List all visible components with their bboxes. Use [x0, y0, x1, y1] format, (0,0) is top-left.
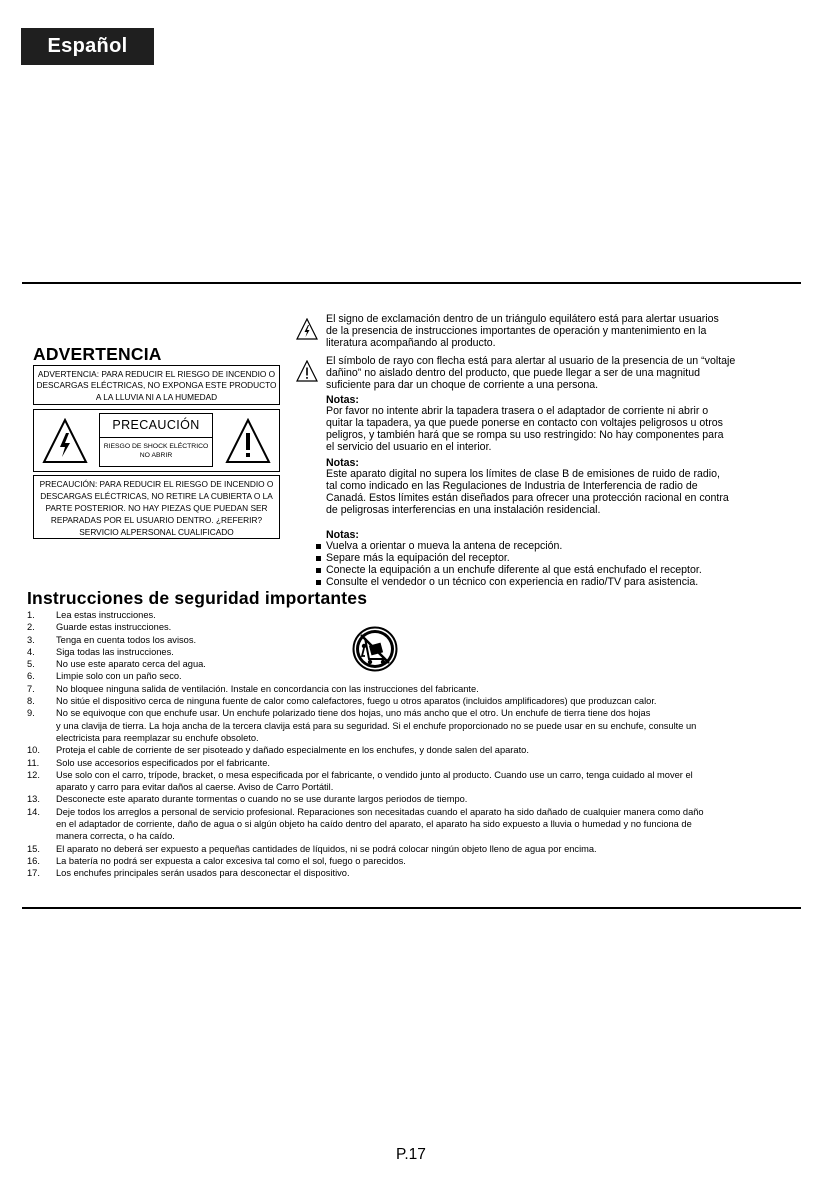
exclamation-symbol-text: El signo de exclamación dentro de un triángulo equilátero está para alertar usuarios de la presencia de instrucciones importantes de operación y mantenimiento en la literatura acompañando al producto. — [326, 313, 719, 349]
notes-bullet-list — [316, 541, 702, 588]
list-item: 10. Proteja el cable de corriente de ser pisoteado y dañado especialmente en los enchufes, y donde salen del aparato. — [27, 745, 529, 756]
lightning-symbol-icon — [296, 318, 318, 340]
list-item: 9. No se equivoque con que enchufe usar. Un enchufe polarizado tiene dos hojas, uno más ancho que el otro. Un enchufe de tierra tiene dos hojas y una clavija de tierra. La hoja ancha de la tercera clavija está para su seguridad. Si el enchufe proporcionado no se puede usar en su enchufe, consulte un electricista para reemplazar su enchufe obsoleto. — [27, 708, 697, 743]
list-item: 4. Siga todas las instrucciones. — [27, 646, 174, 657]
cart-warning-icon — [352, 626, 398, 672]
list-item: 5. No use este aparato cerca del agua. — [27, 659, 206, 670]
list-item: 16. La batería no podrá ser expuesta a calor excesiva tal como el sol, fuego o parecidos. — [27, 855, 406, 866]
notes-text-2: Este aparato digital no supera los límites de clase B de emisiones de ruido de radio, tal como indicado en las Regulaciones de Industria de Interferencia de radio de Canadá. Estos límites están diseñados para ofrecer una protección racional en contra de peligrosas interferencias en una instalación residencial. — [326, 468, 729, 516]
list-item: 15. El aparato no deberá ser expuesto a pequeñas cantidades de líquidos, ni se podrá colocar ningún objeto lleno de agua por encima. — [27, 843, 597, 854]
list-item: 12. Use solo con el carro, trípode, bracket, o mesa especificada por el fabricante, o vendido junto al producto. Cuando use un carro, tenga cuidado al mover el aparato y carro para evitar daños al caerse. Aviso de Carro Portátil. — [27, 769, 693, 793]
bullet-icon — [316, 568, 321, 573]
safety-title: Instrucciones de seguridad importantes — [27, 588, 368, 608]
caution-inner-box — [99, 413, 213, 467]
bullet-icon — [316, 544, 321, 549]
bottom-divider — [22, 907, 801, 909]
list-item: Consulte el vendedor o un técnico con experiencia en radio/TV para asistencia. — [316, 577, 702, 589]
list-item: Conecte la equipación a un enchufe diferente al que está enchufado el receptor. — [316, 565, 702, 577]
list-item: Separe más la equipación del receptor. — [316, 553, 702, 565]
list-item: 13. Desconecte este aparato durante tormentas o cuando no se use durante largos periodos de tiempo. — [27, 794, 468, 805]
list-item: 6. Limpie solo con un paño seco. — [27, 671, 182, 682]
top-divider — [22, 282, 801, 284]
list-item: 11. Solo use accesorios especificados por el fabricante. — [27, 757, 270, 768]
lightning-warning-icon — [42, 418, 88, 464]
list-item: 8. No sitúe el dispositivo cerca de ninguna fuente de calor como calefactores, fuego u otros aparatos (incluidos amplificadores) que produzcan calor. — [27, 696, 657, 707]
notes-label-1: Notas: — [326, 394, 359, 406]
list-item: 17. Los enchufes principales serán usados para desconectar el dispositivo. — [27, 868, 350, 879]
list-item: Vuelva a orientar o mueva la antena de recepción. — [316, 541, 702, 553]
caution-box: PRECAUCIÓN: PARA REDUCIR EL RIESGO DE INCENDIO O DESCARGAS ELÉCTRICAS, NO RETIRE LA CUBIERTA O LA PARTE POSTERIOR. NO HAY PIEZAS QUE PUEDAN SER REPARADAS POR EL USUARIO DENTRO. ¿REFERIR? SERVICIO ALPERSONAL CUALIFICADO — [33, 475, 280, 539]
list-item: 7. No bloquee ninguna salida de ventilación. Instale en concordancia con las instrucciones del fabricante. — [27, 683, 479, 694]
caution-label — [33, 409, 280, 472]
list-item: 2. Guarde estas instrucciones. — [27, 622, 172, 633]
lightning-symbol-text: El símbolo de rayo con flecha está para alertar al usuario de la presencia de un “voltaje dañino” no aislado dentro del producto, que puede llegar a ser de una magnitud suficiente para dar un choque de corriente a una persona. — [326, 355, 736, 391]
safety-instructions-list — [27, 609, 797, 880]
bullet-icon — [316, 556, 321, 561]
warning-title: ADVERTENCIA — [33, 344, 162, 364]
list-item: 1. Lea estas instrucciones. — [27, 610, 156, 620]
language-tab: Español — [21, 28, 154, 65]
exclamation-symbol-icon — [296, 360, 318, 382]
bullet-icon — [316, 580, 321, 585]
caution-subtitle: RIESGO DE SHOCK ELÉCTRICO NO ABRIR — [103, 443, 209, 460]
notes-label-2: Notas: — [326, 457, 359, 469]
warning-box: ADVERTENCIA: PARA REDUCIR EL RIESGO DE INCENDIO O DESCARGAS ELÉCTRICAS, NO EXPONGA ESTE PRODUCTO A LA LLUVIA NI A LA HUMEDAD — [33, 365, 280, 405]
exclamation-warning-icon — [225, 418, 271, 464]
notes-label-3: Notas: — [326, 529, 359, 541]
list-item: 14. Deje todos los arreglos a personal de servicio profesional. Reparaciones son necesitadas cuando el aparato ha sido dañado de cualquier manera como daño en el adaptador de corriente, daño de agua o si algún objeto ha caído dentro del aparato, el aparato ha sido expuesto a lluvia o humedad y no funciona de manera correcta, o ha caído. — [27, 806, 704, 842]
list-item: 3. Tenga en cuenta todos los avisos. — [27, 634, 197, 645]
caution-title: PRECAUCIÓN — [100, 414, 212, 438]
notes-text-1: Por favor no intente abrir la tapadera trasera o el adaptador de corriente ni abrir o quitar la tapadera, ya que puede ponerse en contacto con voltajes peligrosos u otros peligros, y también hará que se rompa su uso restringido: No hay componentes para el servicio del usuario en el interior. — [326, 405, 724, 453]
page-number: P.17 — [396, 1146, 426, 1163]
